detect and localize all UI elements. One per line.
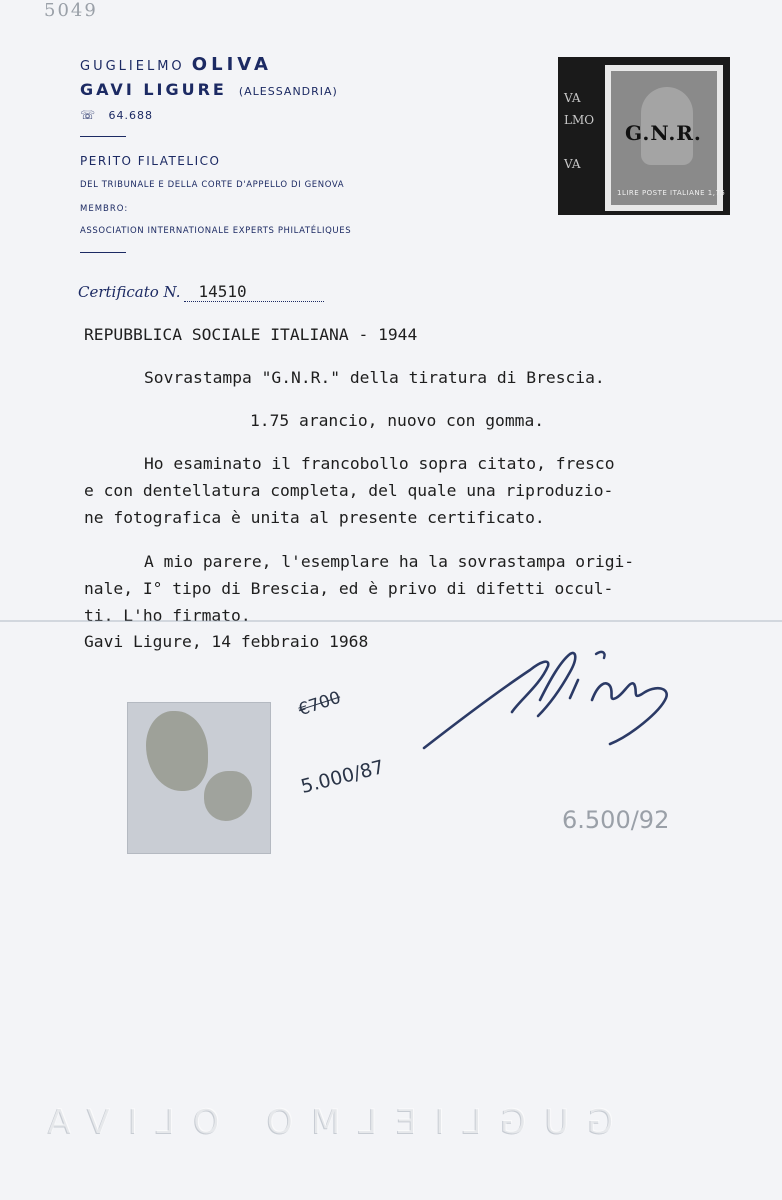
paragraph-line: ti. L'ho firmato. (84, 606, 251, 625)
paragraph-line: ne fotografica è unita al presente certificato. (84, 508, 545, 527)
heading-line: REPUBBLICA SOCIALE ITALIANA - 1944 (84, 325, 418, 344)
telephone-icon: ☏ (80, 108, 97, 122)
expert-first-name: GUGLIELMO (80, 59, 185, 74)
certificate-label: Certificato N. (78, 283, 181, 301)
stamp-country: POSTE ITALIANE (641, 189, 706, 197)
divider (80, 252, 126, 253)
expert-last-name: OLIVA (191, 54, 272, 75)
stamp-photo (558, 57, 730, 215)
gum-mark (204, 771, 252, 821)
province: (ALESSANDRIA) (238, 85, 338, 98)
place-date: Gavi Ligure, 14 febbraio 1968 (84, 632, 369, 651)
stamp-design (611, 71, 726, 205)
expert-name (80, 54, 272, 75)
paragraph-line: nale, I° tipo di Brescia, ed è privo di difetti occul- (84, 579, 614, 598)
stamp-value-right: 1,75 (707, 189, 726, 197)
stamp-value-left: 1LIRE (617, 189, 640, 197)
price-note-1: 5.000/87 (298, 756, 387, 798)
court-line: DEL TRIBUNALE E DELLA CORTE D'APPELLO DI GENOVA (80, 180, 345, 190)
gum-mark (146, 711, 208, 791)
paragraph-line: Ho esaminato il francobollo sopra citato, fresco (144, 454, 615, 473)
expert-city (80, 80, 338, 99)
stamp-value-row (617, 189, 725, 197)
value-line: 1.75 arancio, nuovo con gomma. (250, 411, 545, 430)
stamp-overprint: G.N.R. (625, 121, 702, 145)
city-name: GAVI LIGURE (80, 80, 227, 99)
expert-signature (420, 640, 690, 760)
certificate-number: 14510 (184, 282, 324, 302)
divider (80, 136, 126, 137)
embossed-seal: GUGLIELMO OLIVA (30, 1102, 614, 1142)
expert-title: PERITO FILATELICO (80, 154, 221, 168)
overprint-line: Sovrastampa "G.N.R." della tiratura di Brescia. (144, 368, 605, 387)
member-label: MEMBRO: (80, 204, 129, 214)
paragraph-line: A mio parere, l'esemplare ha la sovrastampa origi- (144, 552, 635, 571)
stamp-paper (605, 65, 726, 211)
association-line: ASSOCIATION INTERNATIONALE EXPERTS PHILATÉLIQUES (80, 226, 352, 236)
corner-pencil-note: 5049 (44, 0, 98, 21)
struck-price-note: €700 (295, 687, 344, 721)
certificate-number-line (78, 282, 324, 302)
paragraph-line: e con dentellatura completa, del quale una riproduzio- (84, 481, 614, 500)
paper-fold (0, 620, 782, 622)
phone-line (80, 108, 153, 122)
stamp-back-photo (128, 703, 270, 853)
phone-number: 64.688 (108, 109, 154, 122)
adjacent-stamp-fragment: VA LMO VA (564, 91, 595, 171)
price-note-2: 6.500/92 (562, 806, 670, 834)
